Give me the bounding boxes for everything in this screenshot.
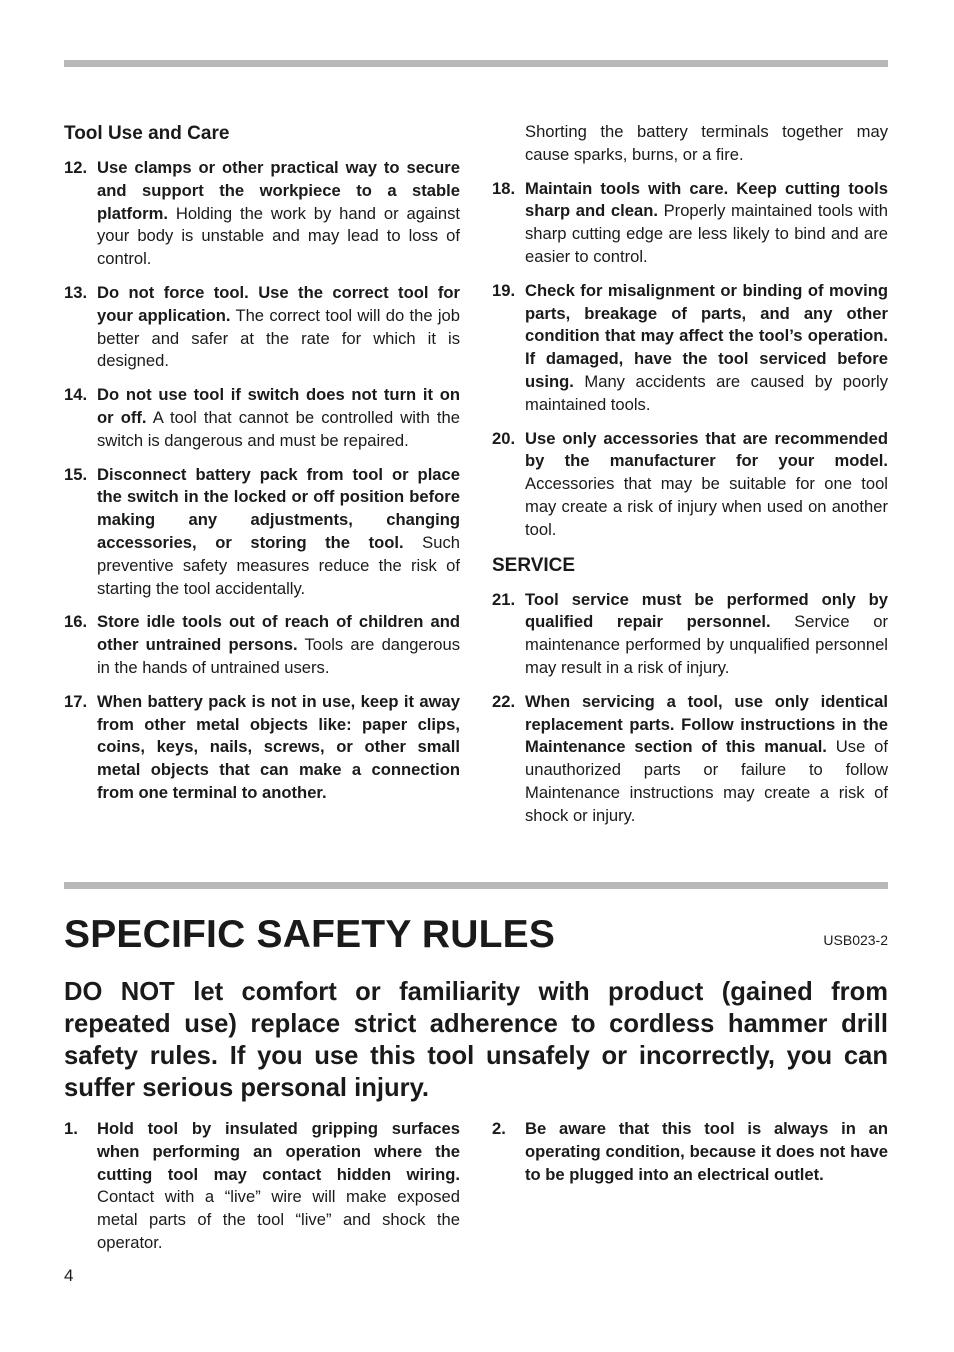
section-heading-service: SERVICE — [492, 554, 576, 576]
item-number: 17. — [64, 691, 88, 711]
item-lead: Check for misalignment or binding of moving parts, breakage of parts, and any other condition that may affect the tool’s operation. If damaged, have the tool serviced before using. — [525, 280, 888, 391]
item-body: Contact with a “live” wire will make exposed metal parts of the tool “live” and shock the operator. — [97, 1187, 460, 1252]
list-item-12 — [64, 157, 460, 271]
item-number: 15. — [64, 464, 88, 484]
item-number: 14. — [64, 385, 88, 405]
page-title: SPECIFIC SAFETY RULES — [64, 913, 556, 956]
item-lead: Hold tool by insulated gripping surfaces when performing an operation where the cutting tool may contact hidden wiring. — [97, 1119, 460, 1184]
document-code: USB023-2 — [823, 932, 888, 948]
list-item-18 — [492, 178, 888, 269]
warning-statement: DO NOT let comfort or familiarity with product (gained from repeated use) replace strict adherence to cordless hammer drill safety rules. If you use this tool unsafely or incorrectly, you can suffer serious personal injury. — [64, 978, 888, 1102]
item-number: 22. — [492, 691, 516, 711]
list-item-16 — [64, 611, 460, 679]
section-divider — [64, 882, 888, 889]
item-lead: When battery pack is not in use, keep it away from other metal objects like: paper clips, coins, keys, nails, screws, or other small metal objects that can make a connection from one terminal to another. — [97, 691, 460, 802]
item-number: 1. — [64, 1119, 78, 1138]
item-body: Accessories that may be suitable for one tool may create a risk of injury when used on another tool. — [525, 474, 888, 539]
list-item-19 — [492, 280, 888, 417]
item-body: Service or maintenance performed by unqualified personnel may result in a risk of injury. — [525, 612, 888, 677]
item-body: Holding the work by hand or against your body is unstable and may lead to loss of control. — [97, 203, 460, 269]
item-lead: Use clamps or other practical way to secure and support the workpiece to a stable platform. — [97, 158, 460, 223]
specific-left-column — [64, 1118, 460, 1266]
item-number: 13. — [64, 282, 88, 302]
list-item-13 — [64, 282, 460, 373]
list-item-20 — [492, 428, 888, 542]
item-lead: Tool service must be performed only by qualified repair personnel. — [525, 589, 888, 632]
list-item-22 — [492, 691, 888, 828]
item-lead: Do not force tool. Use the correct tool for your application. — [97, 282, 460, 325]
item-lead: Do not use tool if switch does not turn it on or off. — [97, 385, 460, 427]
item-17-continuation: Shorting the battery terminals together may cause sparks, burns, or a fire. — [525, 122, 888, 164]
list-item-14 — [64, 384, 460, 452]
item-lead: Store idle tools out of reach of children and other untrained persons. — [97, 612, 460, 655]
item-body: Use of unauthorized parts or failure to follow Maintenance instructions may create a risk of shock or injury. — [525, 737, 888, 825]
item-number: 19. — [492, 280, 516, 300]
list-item-21 — [492, 589, 888, 680]
list-item-15 — [64, 464, 460, 601]
item-lead: Disconnect battery pack from tool or place the switch in the locked or off position before making any adjustments, changing accessories, or storing the tool. — [97, 464, 460, 552]
item-lead: Maintain tools with care. Keep cutting tools sharp and clean. — [525, 178, 888, 221]
list-item-17 — [64, 691, 460, 805]
section-heading-tool-use: Tool Use and Care — [64, 123, 230, 144]
item-number: 18. — [492, 178, 516, 198]
item-lead: Use only accessories that are recommended by the manufacturer for your model. — [525, 428, 888, 471]
item-body: The correct tool will do the job better and safer at the rate for which it is designed. — [97, 305, 460, 371]
specific-right-column — [492, 1118, 888, 1197]
item-number: 2. — [492, 1119, 506, 1138]
item-body: Tools are dangerous in the hands of untrained users. — [97, 635, 460, 677]
left-column — [64, 121, 460, 816]
top-divider — [64, 60, 888, 67]
item-body: Such preventive safety measures reduce the risk of starting the tool accidentally. — [97, 532, 460, 598]
item-number: 20. — [492, 428, 516, 448]
page-number: 4 — [64, 1266, 74, 1285]
item-number: 21. — [492, 589, 516, 609]
item-body: A tool that cannot be controlled with the switch is dangerous and must be repaired. — [97, 407, 460, 450]
item-body: Properly maintained tools with sharp cutting edge are less likely to bind and are easier to control. — [525, 201, 889, 266]
list-item-1 — [64, 1118, 460, 1255]
item-lead: Be aware that this tool is always in an operating condition, because it does not have to be plugged into an electrical outlet. — [525, 1119, 888, 1184]
list-item-2 — [492, 1118, 888, 1186]
right-column — [492, 121, 888, 839]
item-body: Many accidents are caused by poorly maintained tools. — [525, 371, 888, 414]
item-number: 12. — [64, 158, 88, 177]
item-number: 16. — [64, 612, 88, 632]
item-lead: When servicing a tool, use only identical replacement parts. Follow instructions in the Maintenance section of this manual. — [525, 691, 888, 757]
